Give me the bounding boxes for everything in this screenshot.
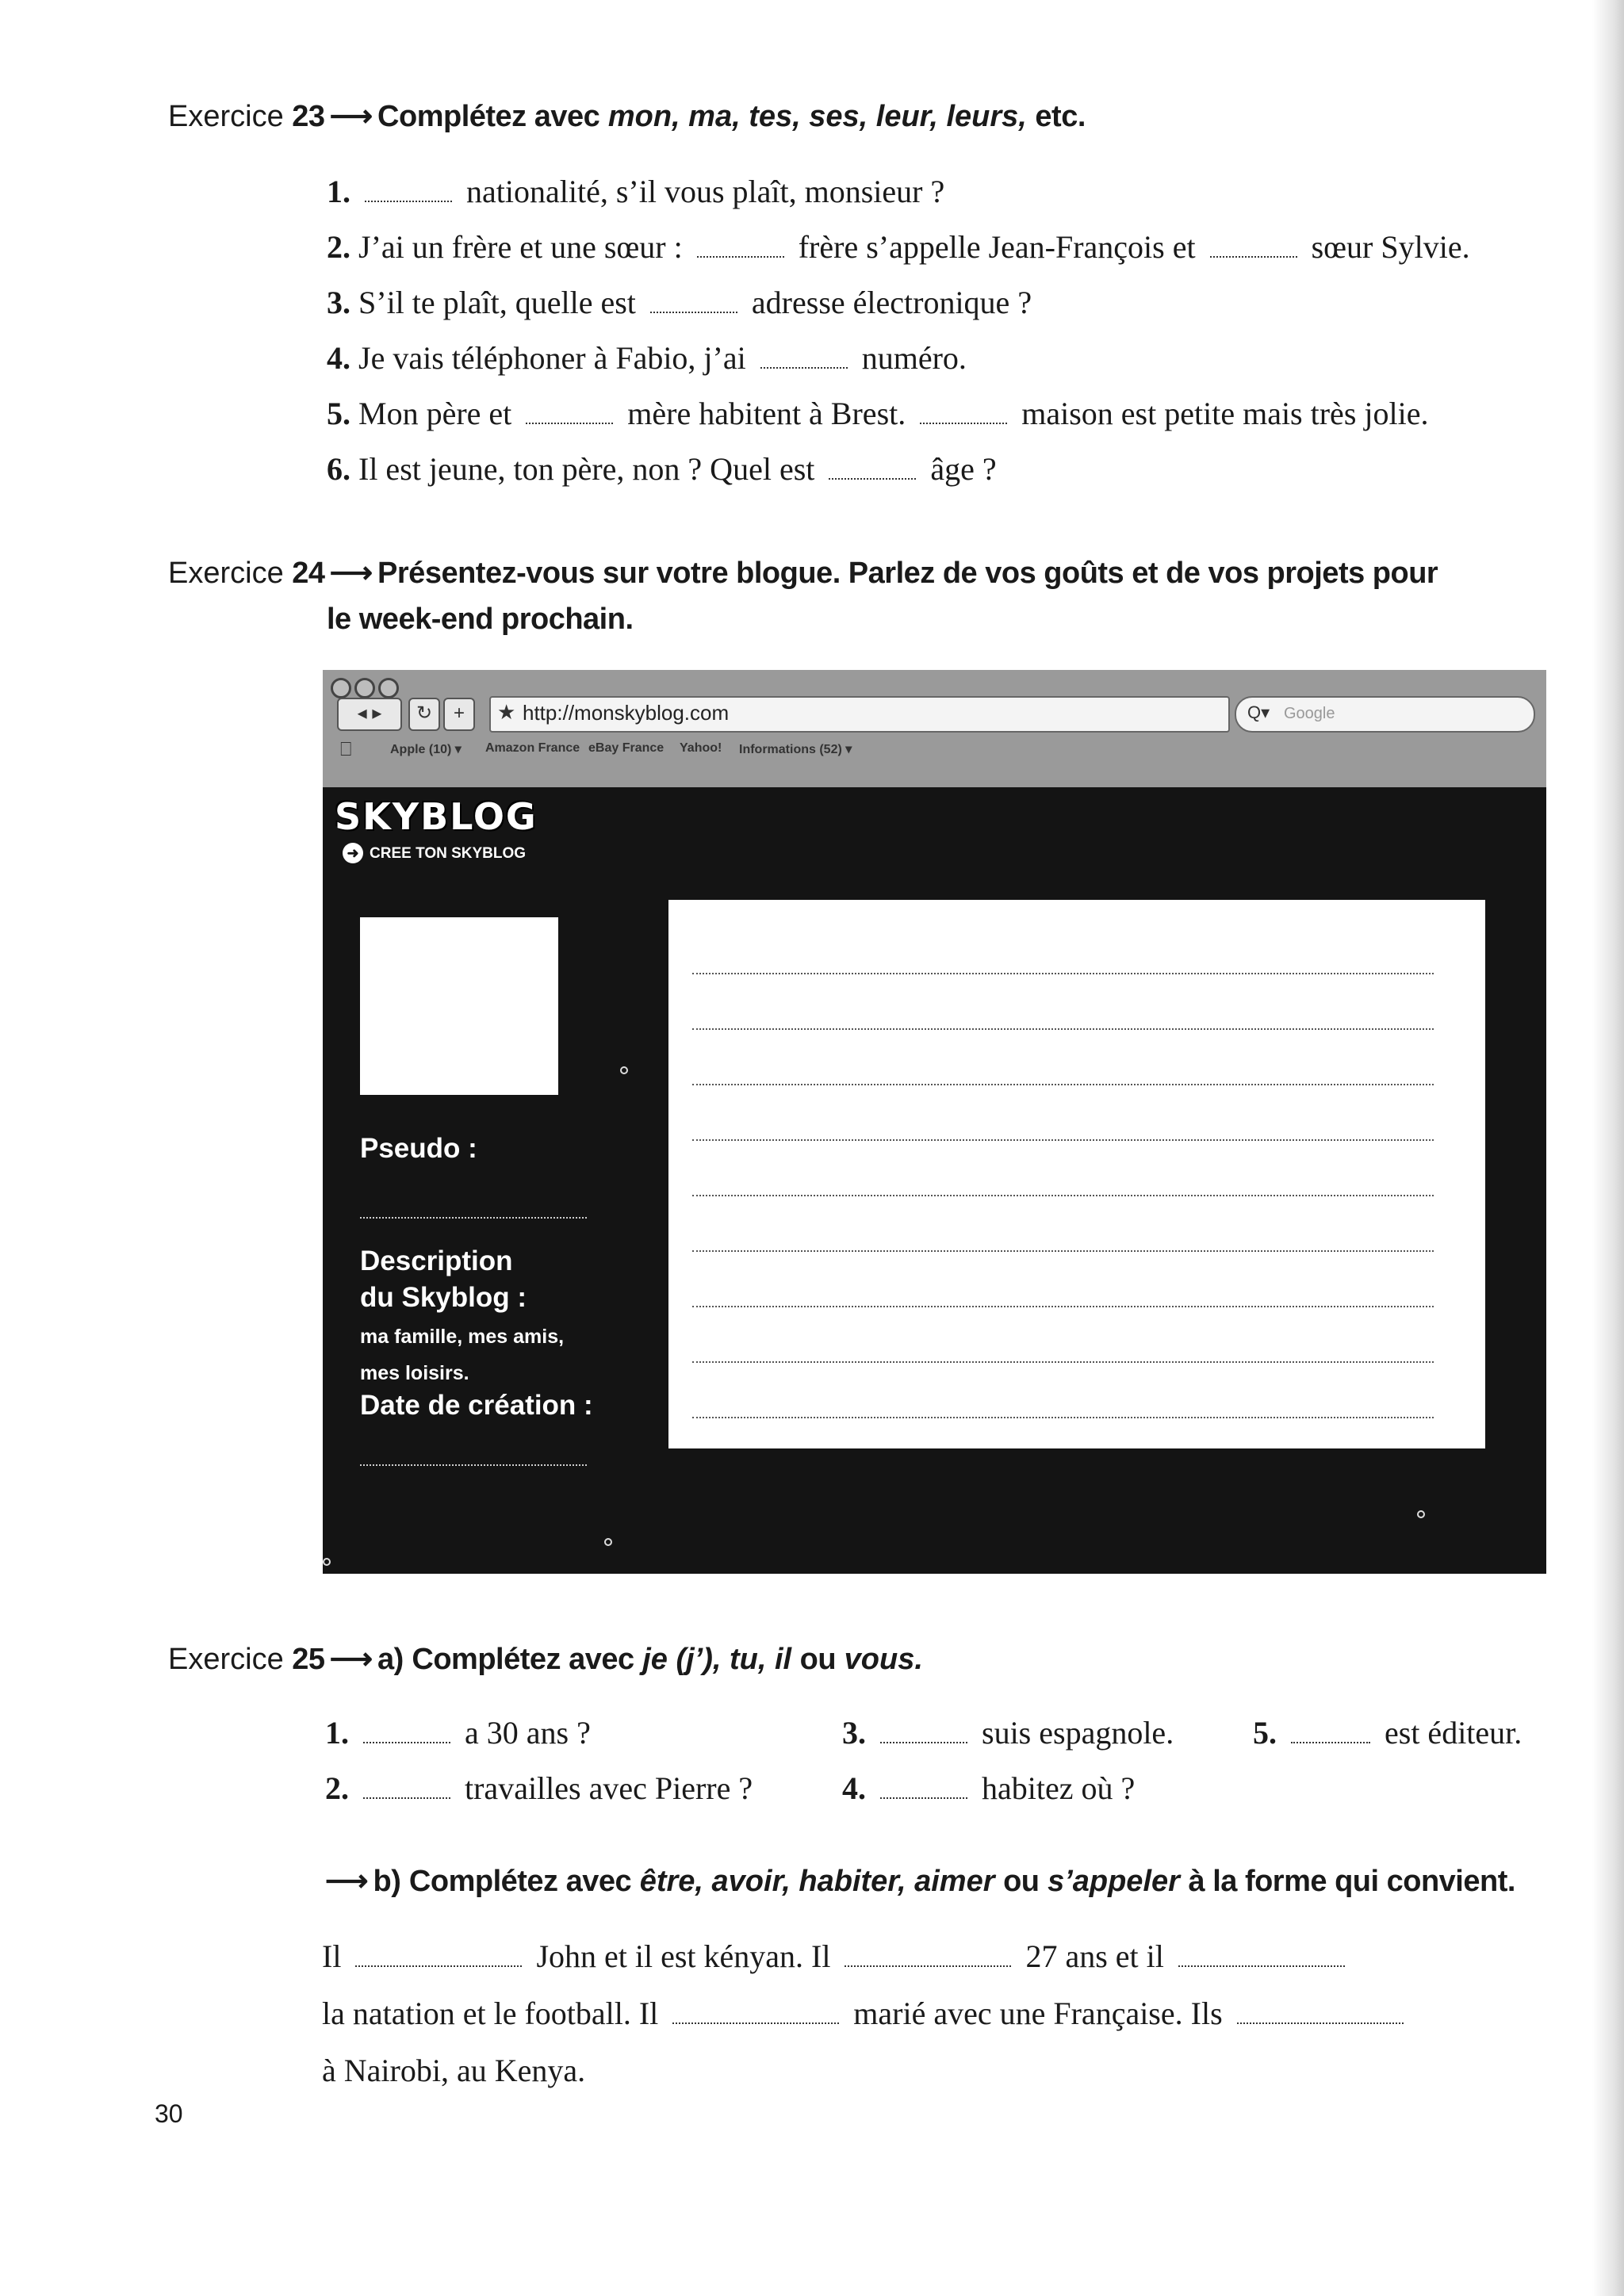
creation-date-field[interactable] (360, 1463, 587, 1466)
item-text: a 30 ans ? (465, 1715, 591, 1751)
description-hint-2: mes loisirs. (360, 1362, 469, 1384)
part-letter: a) (377, 1643, 404, 1676)
part-letter: b) (373, 1865, 401, 1898)
decorative-dot (323, 1558, 331, 1566)
logo-text: SKYBLOG (335, 795, 538, 838)
exercise-25b-heading (325, 1862, 1515, 1901)
arrow-right-icon: ⟶ (329, 1643, 373, 1676)
search-icon: Q▾ (1247, 702, 1270, 722)
instruction-end: à la forme qui convient. (1188, 1865, 1515, 1898)
writing-line (692, 1249, 1434, 1252)
skyblog-logo (335, 795, 538, 838)
item-number: 3. (327, 285, 350, 320)
search-placeholder: Google (1284, 705, 1335, 722)
answer-blank[interactable] (920, 418, 1007, 424)
paragraph-text: John et il est kényan. Il (536, 1938, 831, 1974)
item-text: âge ? (930, 451, 997, 487)
instruction-words: mon, ma, tes, ses, leur, leurs, (607, 100, 1027, 133)
browser-toolbar (323, 670, 1546, 787)
answer-blank[interactable] (760, 362, 848, 369)
instruction-text: le week-end prochain. (327, 603, 634, 636)
exercise-number: 25 (292, 1643, 325, 1676)
instruction-text: Complétez avec (412, 1643, 634, 1676)
answer-blank[interactable] (1210, 251, 1297, 258)
reload-icon[interactable]: ↻ (408, 698, 440, 731)
answer-blank[interactable] (1178, 1961, 1345, 1967)
bookmark-informations[interactable]: Informations (52) ▾ (739, 743, 852, 756)
instruction-words: s’appeler (1048, 1865, 1180, 1898)
item-number: 2. (325, 1770, 349, 1806)
bookmark-yahoo[interactable]: Yahoo! (680, 741, 722, 755)
item-text: sœur Sylvie. (1311, 229, 1470, 265)
writing-line (692, 1304, 1434, 1307)
bookmark-ebay[interactable]: eBay France (588, 741, 665, 755)
decorative-dot (620, 1066, 628, 1074)
ex23-item-1 (327, 171, 944, 212)
answer-blank[interactable] (363, 1793, 450, 1799)
pseudo-field[interactable] (360, 1215, 587, 1219)
item-text: frère s’appelle Jean-François et (798, 229, 1196, 265)
ex25b-paragraph-line-3 (322, 2050, 585, 2091)
instruction-or: ou (1003, 1865, 1040, 1898)
ex23-item-4 (327, 338, 967, 379)
ex25-item-3 (842, 1712, 1174, 1754)
window-close-icon[interactable] (331, 678, 351, 698)
paragraph-text: Il (322, 1938, 342, 1974)
blog-text-area[interactable] (668, 900, 1485, 1448)
ex23-item-3 (327, 282, 1032, 323)
pseudo-label: Pseudo : (360, 1133, 477, 1164)
ex25b-paragraph-line-2 (322, 1993, 1418, 2034)
answer-blank[interactable] (1291, 1737, 1370, 1743)
address-bar[interactable] (489, 696, 1230, 733)
exercise-25-heading (168, 1640, 923, 1679)
search-input[interactable] (1235, 696, 1535, 733)
ex25b-paragraph-line-1 (322, 1936, 1359, 1977)
ex23-item-6 (327, 449, 997, 490)
writing-line (692, 971, 1434, 974)
item-text: Il est jeune, ton père, non ? Quel est (358, 451, 815, 487)
add-tab-icon[interactable]: + (443, 698, 475, 731)
ex25-item-1 (325, 1712, 591, 1754)
description-label: Description (360, 1246, 513, 1276)
item-text: maison est petite mais très jolie. (1021, 396, 1429, 431)
answer-blank[interactable] (697, 251, 784, 258)
ex25-item-5 (1253, 1712, 1522, 1754)
ex23-item-2 (327, 227, 1470, 268)
exercise-label: Exercice (168, 100, 284, 133)
exercise-label: Exercice (168, 557, 284, 590)
instruction-words: je (j’), tu, il (642, 1643, 792, 1676)
instruction-words: être, avoir, habiter, aimer (639, 1865, 995, 1898)
item-number: 5. (1253, 1715, 1277, 1751)
item-number: 4. (842, 1770, 866, 1806)
writing-line (692, 1193, 1434, 1196)
item-number: 6. (327, 451, 350, 487)
ex25-item-4 (842, 1768, 1135, 1809)
item-text: Je vais téléphoner à Fabio, j’ai (358, 340, 746, 376)
creation-date-label: Date de création : (360, 1390, 593, 1421)
instruction-text: Complétez avec (377, 100, 600, 133)
description-hint: ma famille, mes amis, (360, 1326, 565, 1348)
item-text: S’il te plaît, quelle est (358, 285, 636, 320)
answer-blank[interactable] (650, 307, 737, 313)
exercise-label: Exercice (168, 1643, 284, 1676)
instruction-text: Complétez avec (408, 1865, 632, 1898)
create-skyblog-label: CREE TON SKYBLOG (370, 845, 527, 862)
answer-blank[interactable] (1237, 2018, 1404, 2024)
item-number: 1. (325, 1715, 349, 1751)
item-text: adresse électronique ? (751, 285, 1032, 320)
writing-line (692, 1360, 1434, 1363)
item-number: 2. (327, 229, 350, 265)
answer-blank[interactable] (365, 196, 452, 202)
arrow-right-icon: ⟶ (329, 557, 373, 590)
browser-screenshot (323, 670, 1546, 1574)
item-text: J’ai un frère et une sœur : (358, 229, 683, 265)
create-skyblog-link[interactable] (347, 843, 527, 863)
item-text: Mon père et (358, 396, 512, 431)
instruction-text: Présentez-vous sur votre blogue. Parlez de vos goûts et de vos projets pour (377, 557, 1438, 590)
back-forward-icon[interactable]: ◂ ▸ (337, 698, 402, 731)
instruction-or: ou (799, 1643, 837, 1676)
exercise-number: 24 (292, 557, 325, 590)
exercise-number: 23 (292, 100, 325, 133)
bookmark-amazon[interactable]: Amazon France (485, 741, 580, 755)
item-number: 5. (327, 396, 350, 431)
item-text: habitez où ? (982, 1770, 1136, 1806)
answer-blank[interactable] (363, 1737, 450, 1743)
page-edge-shadow (1592, 0, 1624, 2296)
instruction-words: vous. (844, 1643, 923, 1676)
item-text: nationalité, s’il vous plaît, monsieur ? (466, 174, 945, 209)
writing-line (692, 1415, 1434, 1418)
writing-line (692, 1082, 1434, 1085)
decorative-dot (1417, 1510, 1425, 1518)
item-text: travailles avec Pierre ? (465, 1770, 753, 1806)
answer-blank[interactable] (355, 1961, 522, 1967)
book-icon[interactable]: ⎕ (340, 738, 352, 760)
instruction-end: etc. (1035, 100, 1086, 133)
answer-blank[interactable] (845, 1961, 1011, 1967)
exercise-24-heading (168, 553, 1438, 593)
arrow-circle-icon: ➜ (343, 843, 363, 863)
arrow-right-icon: ⟶ (329, 100, 373, 133)
url-text: http://monskyblog.com (523, 701, 730, 725)
exercise-24-heading-line2 (327, 599, 634, 639)
item-number: 1. (327, 174, 350, 209)
item-text: suis espagnole. (982, 1715, 1174, 1751)
item-text: est éditeur. (1385, 1715, 1522, 1751)
decorative-dot (604, 1538, 612, 1546)
item-number: 4. (327, 340, 350, 376)
writing-line (692, 1027, 1434, 1030)
answer-blank[interactable] (829, 473, 916, 480)
bookmarks-bar (323, 735, 1546, 767)
ex23-item-5 (327, 393, 1428, 434)
window-zoom-icon[interactable] (378, 678, 399, 698)
bookmark-star-icon[interactable]: ★ (497, 701, 516, 724)
answer-blank[interactable] (880, 1737, 967, 1743)
writing-line (692, 1138, 1434, 1141)
paragraph-text: à Nairobi, au Kenya. (322, 2053, 586, 2088)
paragraph-text: marié avec une Française. Ils (853, 1996, 1223, 2031)
ex25-item-2 (325, 1768, 753, 1809)
description-label-2: du Skyblog : (360, 1282, 527, 1313)
profile-photo-box[interactable] (360, 917, 558, 1095)
item-text: mère habitent à Brest. (627, 396, 906, 431)
window-minimize-icon[interactable] (354, 678, 375, 698)
page-number: 30 (155, 2099, 183, 2128)
paragraph-text: 27 ans et il (1025, 1938, 1164, 1974)
item-text: numéro. (861, 340, 967, 376)
paragraph-text: la natation et le football. Il (322, 1996, 659, 2031)
item-number: 3. (842, 1715, 866, 1751)
answer-blank[interactable] (880, 1793, 967, 1799)
answer-blank[interactable] (526, 418, 613, 424)
exercise-23-heading (168, 97, 1086, 136)
bookmark-apple[interactable]: Apple (10) ▾ (390, 743, 462, 756)
answer-blank[interactable] (672, 2018, 839, 2024)
arrow-right-icon: ⟶ (325, 1865, 369, 1898)
